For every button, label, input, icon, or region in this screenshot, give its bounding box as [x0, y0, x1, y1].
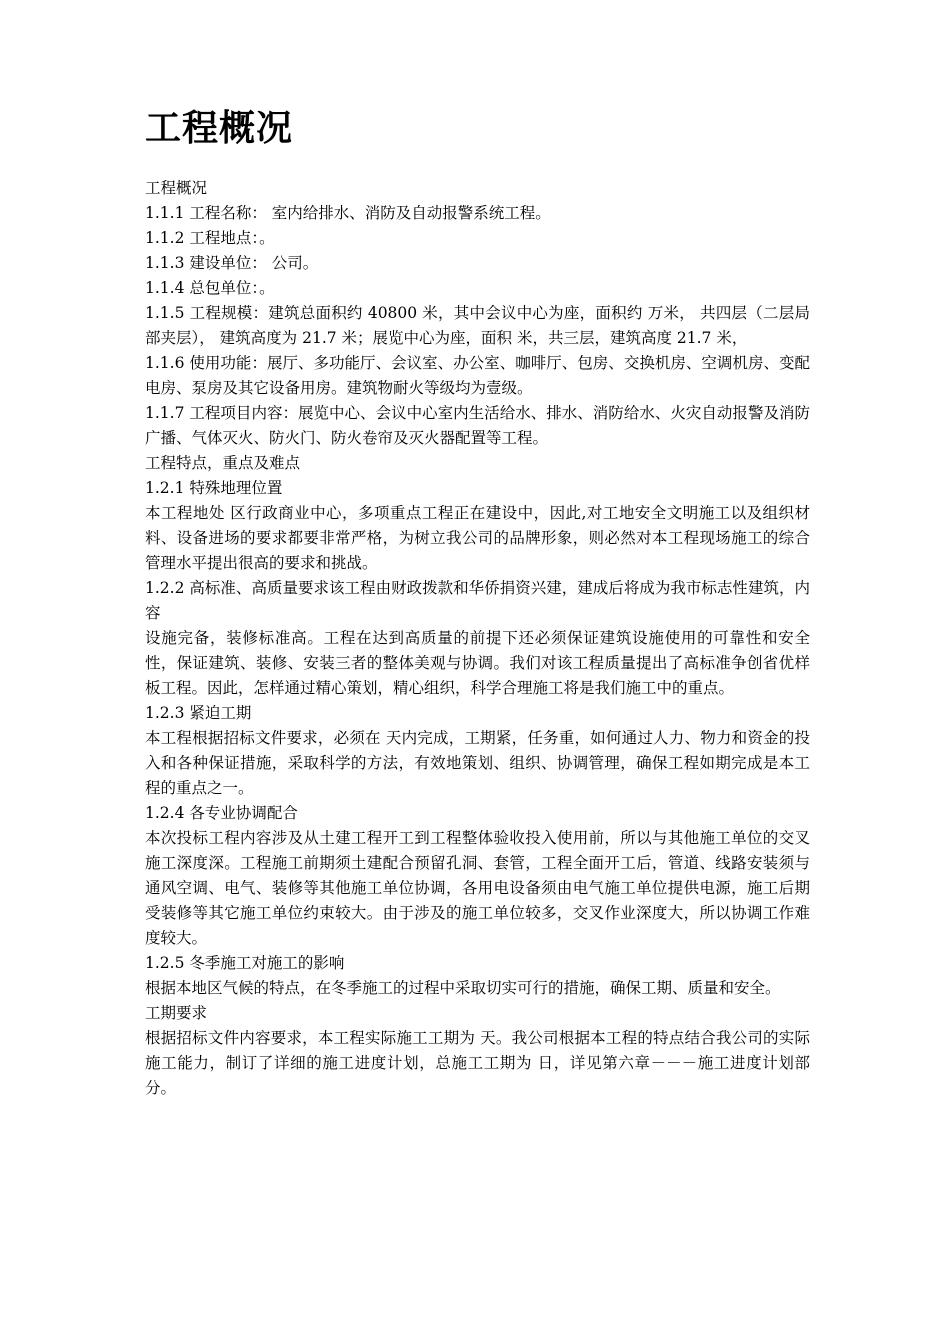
project-scope-paragraph: 1.1.7 工程项目内容：展览中心、会议中心室内生活给水、排水、消防给水、火灾自动报警及消防广播、气体灭火、防火门、防火卷帘及灭火器配置等工程。	[145, 404, 810, 447]
coordination-paragraph: 本次投标工程内容涉及从土建工程开工到工程整体验收投入使用前，所以与其他施工单位的交叉施工深度深。工程施工前期须土建配合预留孔洞、套管，工程全面开工后，管道、线路安装须与通风空调、电气、装修等其他施工单位协调，各用电设备须由电气施工单位提供电源，施工后期受装修等其它施工单位约束较大。由于涉及的施工单位较多，交叉作业深度大，所以协调工作难度较大。	[145, 829, 810, 947]
duration-paragraph: 根据招标文件内容要求，本工程实际施工工期为 天。我公司根据本工程的特点结合我公司的实际施工能力，制订了详细的施工进度计划，总施工工期为 日，详见第六章－－－施工进度计划部分。	[145, 1029, 810, 1097]
section-heading-features: 工程特点，重点及难点	[145, 454, 301, 472]
quality-paragraph: 设施完备，装修标准高。工程在达到高质量的前提下还必须保证建筑设施使用的可靠性和安全性，保证建筑、装修、安装三者的整体美观与协调。我们对该工程质量提出了高标准争创省优样板工程。因此，怎样通过精心策划，精心组织，科学合理施工将是我们施工中的重点。	[145, 629, 810, 697]
winter-paragraph: 根据本地区气候的特点，在冬季施工的过程中采取切实可行的措施，确保工期、质量和安全。	[145, 979, 781, 997]
quality-heading-paragraph: 1.2.2 高标准、高质量要求该工程由财政拨款和华侨捐资兴建，建成后将成为我市标志性建筑，内容	[145, 579, 810, 622]
subheading-location: 1.2.1 特殊地理位置	[145, 479, 283, 497]
schedule-paragraph: 本工程根据招标文件要求，必须在 天内完成，工期紧，任务重，如何通过人力、物力和资金的投入和各种保证措施，采取科学的方法，有效地策划、组织、协调管理，确保工程如期完成是本工程的重点之一。	[145, 729, 810, 797]
project-name-line: 1.1.1 工程名称： 室内给排水、消防及自动报警系统工程。	[145, 204, 551, 222]
usage-paragraph: 1.1.6 使用功能：展厅、多功能厅、会议室、办公室、咖啡厅、包房、交换机房、空调机房、变配电房、泵房及其它设备用房。建筑物耐火等级均为壹级。	[145, 354, 810, 397]
owner-line: 1.1.3 建设单位： 公司。	[145, 254, 319, 272]
project-scale-paragraph: 1.1.5 工程规模：建筑总面积约 40800 米，其中会议中心为座，面积约 万米， 共四层（二层局部夹层）， 建筑高度为 21.7 米；展览中心为座，面积 米，共三层，建筑高度 21.7 米，	[145, 304, 810, 347]
location-paragraph: 本工程地处 区行政商业中心，多项重点工程正在建设中，因此,对工地安全文明施工以及组织材料、设备进场的要求都要非常严格，为树立我公司的品牌形象，则必然对本工程现场施工的综合管理水平提出很高的要求和挑战。	[145, 504, 810, 572]
subheading-winter: 1.2.5 冬季施工对施工的影响	[145, 954, 345, 972]
section-heading-overview: 工程概况	[145, 179, 208, 197]
general-contractor-line: 1.1.4 总包单位：。	[145, 279, 275, 297]
subheading-coordination: 1.2.4 各专业协调配合	[145, 804, 298, 822]
section-heading-duration: 工期要求	[145, 1004, 208, 1022]
project-location-line: 1.1.2 工程地点：。	[145, 229, 275, 247]
subheading-schedule: 1.2.3 紧迫工期	[145, 704, 252, 722]
document-title: 工程概况	[145, 108, 294, 149]
document-body	[145, 176, 810, 1101]
